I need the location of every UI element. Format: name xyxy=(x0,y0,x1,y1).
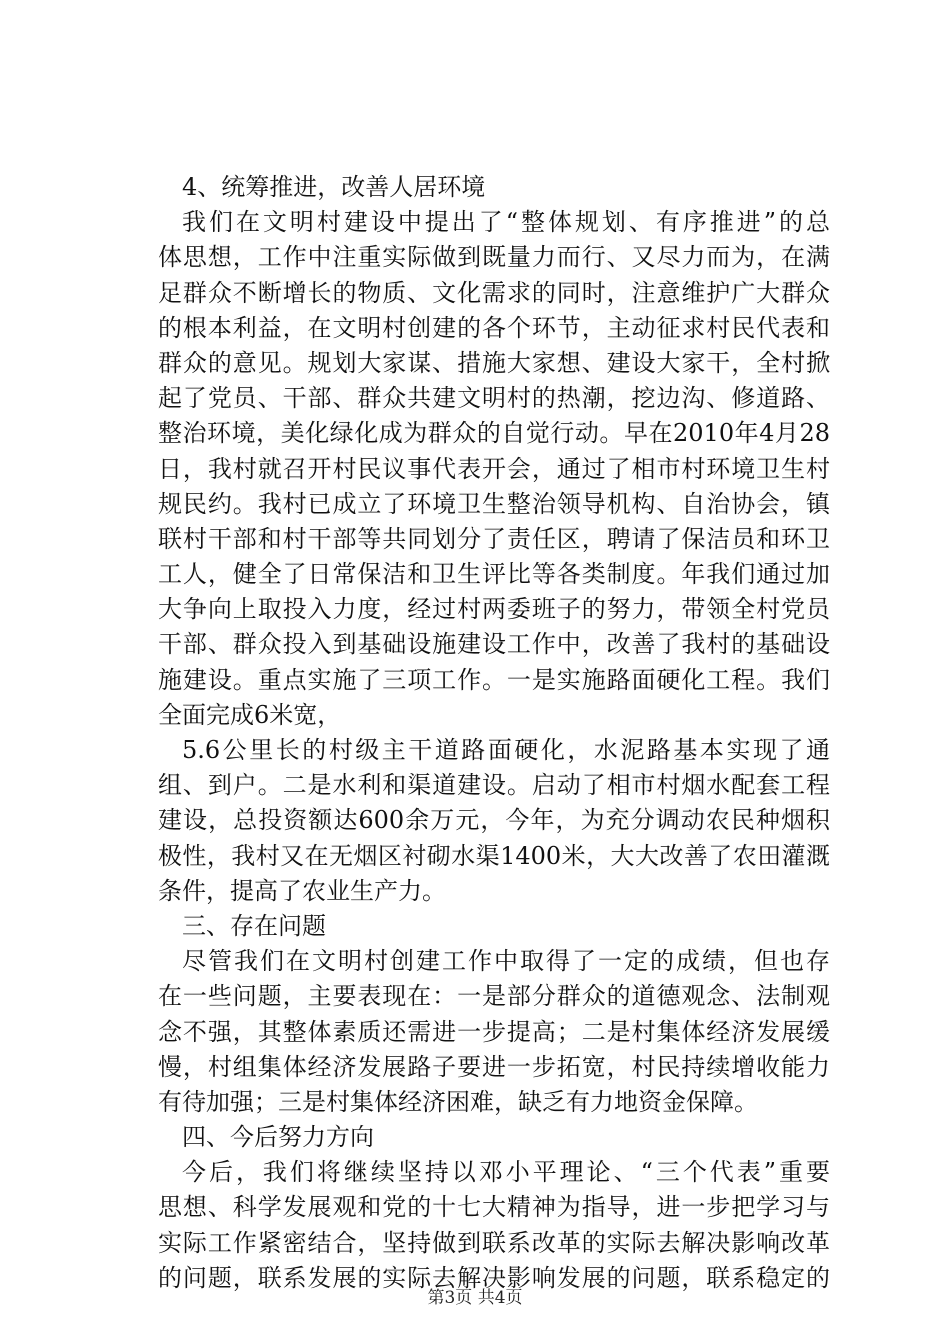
page-number-footer: 第3页 共4页 xyxy=(427,1288,523,1308)
paragraph-line: 极性，我村又在无烟区衬砌水渠1400米，大大改善了农田灌溉 xyxy=(158,841,830,870)
paragraph-line: 条件，提高了农业生产力。 xyxy=(158,876,446,905)
paragraph-line: 规民约。我村已成立了环境卫生整治领导机构、自治协会，镇 xyxy=(158,489,830,518)
paragraph-line: 我们在文明村建设中提出了“整体规划、有序推进”的总 xyxy=(182,208,830,237)
paragraph-line: 体思想，工作中注重实际做到既量力而行、又尽力而为，在满 xyxy=(158,243,830,272)
document-body xyxy=(158,170,830,1296)
paragraph-line: 建设，总投资额达600余万元，今年，为充分调动农民种烟积 xyxy=(158,806,830,835)
paragraph-line: 的问题，联系发展的实际去解决影响发展的问题，联系稳定的 xyxy=(158,1263,830,1292)
paragraph-line: 5.6公里长的村级主干道路面硬化，水泥路基本实现了通 xyxy=(182,736,830,764)
paragraph-line: 在一些问题，主要表现在：一是部分群众的道德观念、法制观 xyxy=(158,982,830,1011)
paragraph-line: 整治环境，美化绿化成为群众的自觉行动。早在2010年4月28 xyxy=(158,419,830,448)
paragraph-line: 联村干部和村干部等共同划分了责任区，聘请了保洁员和环卫 xyxy=(158,524,830,553)
paragraph-line: 的根本利益，在文明村创建的各个环节，主动征求村民代表和 xyxy=(158,313,830,342)
paragraph-line: 思想、科学发展观和党的十七大精神为指导，进一步把学习与 xyxy=(158,1193,830,1222)
paragraph-line: 有待加强；三是村集体经济困难，缺乏有力地资金保障。 xyxy=(158,1087,758,1116)
paragraph-line: 组、到户。二是水利和渠道建设。启动了相市村烟水配套工程 xyxy=(158,771,830,800)
section-heading: 4、统筹推进，改善人居环境 xyxy=(182,173,486,201)
paragraph-line: 念不强，其整体素质还需进一步提高；二是村集体经济发展缓 xyxy=(158,1017,830,1046)
paragraph-line: 群众的意见。规划大家谋、措施大家想、建设大家干，全村掀 xyxy=(158,348,830,377)
paragraph-line: 大争向上取投入力度，经过村两委班子的努力，带领全村党员 xyxy=(158,595,830,624)
paragraph-line: 实际工作紧密结合，坚持做到联系改革的实际去解决影响改革 xyxy=(158,1228,830,1257)
paragraph-line: 慢，村组集体经济发展路子要进一步拓宽，村民持续增收能力 xyxy=(158,1052,830,1081)
paragraph-line: 足群众不断增长的物质、文化需求的同时，注意维护广大群众 xyxy=(158,278,830,307)
section-heading: 三、存在问题 xyxy=(182,911,326,940)
paragraph-line: 施建设。重点实施了三项工作。一是实施路面硬化工程。我们 xyxy=(158,665,830,694)
paragraph-line: 全面完成6米宽， xyxy=(158,700,342,729)
paragraph-line: 尽管我们在文明村创建工作中取得了一定的成绩，但也存 xyxy=(182,947,830,976)
paragraph-line: 工人，健全了日常保洁和卫生评比等各类制度。年我们通过加 xyxy=(158,560,830,589)
paragraph-line: 今后，我们将继续坚持以邓小平理论、“三个代表”重要 xyxy=(182,1158,830,1187)
section-heading: 四、今后努力方向 xyxy=(182,1123,374,1152)
paragraph-line: 干部、群众投入到基础设施建设工作中，改善了我村的基础设 xyxy=(158,630,830,659)
paragraph-line: 起了党员、干部、群众共建文明村的热潮，挖边沟、修道路、 xyxy=(158,384,830,413)
paragraph-line: 日，我村就召开村民议事代表开会，通过了相市村环境卫生村 xyxy=(158,454,830,483)
